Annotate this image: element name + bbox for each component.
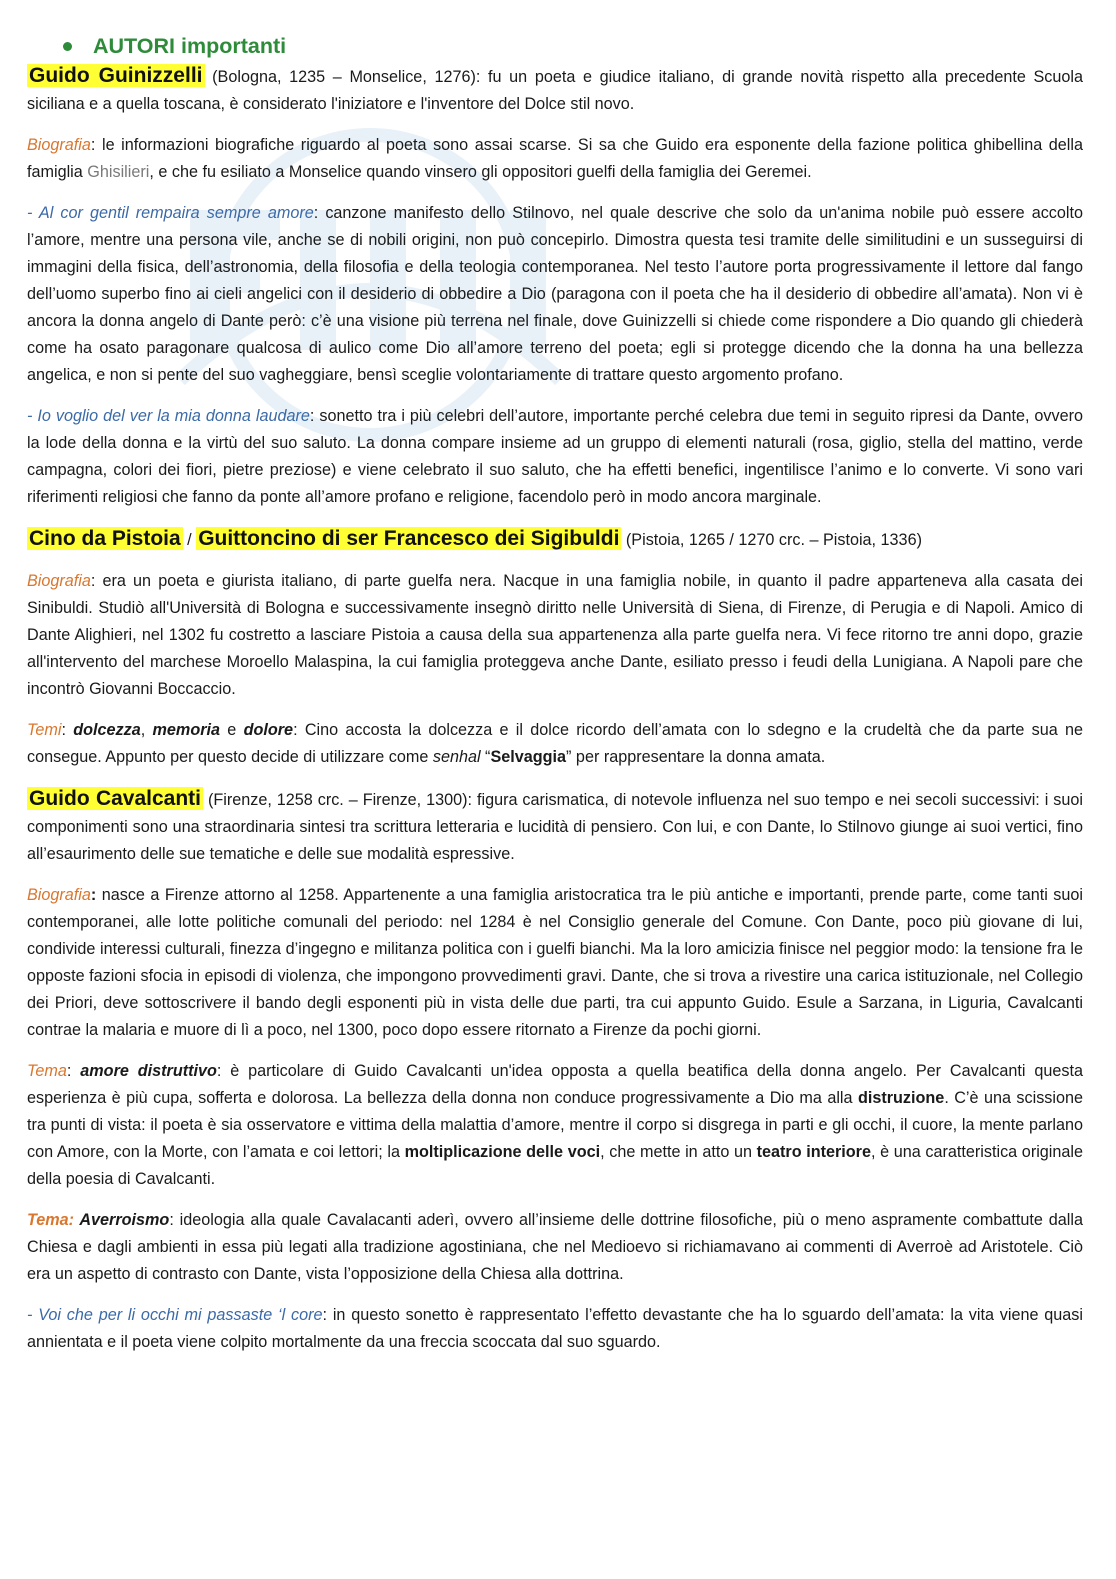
author-name-guittoncino: Guittoncino di ser Francesco dei Sigibuldi	[198, 527, 620, 550]
selvaggia-term: Selvaggia	[490, 748, 567, 766]
theme-dolore: dolore	[243, 721, 294, 739]
tema-bold-teatro: teatro interiore	[756, 1143, 871, 1161]
bio-text-end: , e che fu esiliato a Monselice quando vinsero gli oppositori guelfi della famiglia dei Geremei.	[149, 163, 812, 181]
guinizzelli-work-1	[27, 200, 1083, 389]
theme-sep: e	[220, 721, 244, 739]
cavalcanti-intro	[27, 785, 1083, 868]
temi-text: : Cino accosta la dolcezza e il dolce ricordo dell’amata con lo sdegno e la crudeltà che da parte sua ne consegue. Appunto per questo decide di utilizzare come	[27, 721, 1083, 766]
work-text: : canzone manifesto dello Stilnovo, nel quale descrive che solo da un'anima nobile può essere accolto l’amore, mentre una persona vile, anche se di nobili origini, non può concepirlo. Dimostra questa tesi tramite delle similitudini e un susseguirsi di immagini della fisica, dell’astronomia, della filosofia e della teologia contemporanea. Nel testo l’autore porta progressivamente il lettore dal fango dell’uomo superbo fino ai cieli angelici con il desiderio di obbedire a Dio (paragona con il poeta che ha il desiderio di obbedire all’amata). Non vi è ancora la donna angelo di Dante però: c’è una visione più terrena nel finale, dove Guinizzelli si chiede come rispondere a Dio quando gli chiederà come ha osato paragonare qualcosa di aulico come Dio all’amore terreno del poeta; egli si protegge dicendo che la donna ha una bellezza angelica, e non si pente del suo vagheggiare, bensì sceglie volontariamente di trattare questo argomento profano.	[27, 204, 1083, 384]
author-name-guinizzelli: Guido Guinizzelli	[29, 64, 203, 87]
cino-bio	[27, 568, 1083, 703]
heading-text: AUTORI importanti	[93, 34, 287, 58]
tema-text: : è particolare di Guido Cavalcanti un'idea opposta a quella beatifica della donna angelo. Per Cavalcanti questa esperienza è più cupa, sofferta e dolorosa. La bellezza della donna non conduce progressivamente a Dio ma alla	[27, 1062, 1083, 1107]
family-name: Ghisilieri	[87, 163, 150, 181]
cavalcanti-tema-1	[27, 1058, 1083, 1193]
quote-open: “	[480, 748, 491, 766]
theme-memoria: memoria	[152, 721, 221, 739]
work-title: - Io voglio del ver la mia donna laudare	[27, 407, 310, 425]
work-text: : in questo sonetto è rappresentato l’effetto devastante che ha lo sguardo dell’amata: la vita viene quasi annientata e il poeta viene colpito mortalmente da una freccia scoccata dal suo sguardo.	[27, 1306, 1083, 1351]
tema-bold-voci: moltiplicazione delle voci	[404, 1143, 601, 1161]
cavalcanti-work	[27, 1302, 1083, 1356]
author-name-cavalcanti: Guido Cavalcanti	[29, 787, 201, 810]
guinizzelli-bio	[27, 132, 1083, 186]
bio-colon: :	[90, 886, 97, 904]
theme-sep: ,	[140, 721, 153, 739]
cino-dates: (Pistoia, 1265 / 1270 crc. – Pistoia, 1336)	[621, 531, 922, 549]
tema-label: Tema:	[27, 1211, 75, 1229]
bio-label: Biografia	[27, 136, 91, 154]
theme-dolcezza: dolcezza	[73, 721, 141, 739]
tema-label: Tema	[27, 1062, 67, 1080]
tema-text: . C’è una scissione tra punti di vista: il poeta è sia osservatore e vittima della malattia d’amore, mentre il corpo si disgrega in parti e gli occhi, il cuore, la mente parlano con Amore, con la Morte, con l’amata e coi lettori; la	[27, 1089, 1083, 1161]
work-title: - Voi che per li occhi mi passaste ‘l core	[27, 1306, 323, 1324]
guinizzelli-intro	[27, 62, 1083, 118]
temi-text-end: ” per rappresentare la donna amata.	[566, 748, 826, 766]
senhal-term: senhal	[432, 748, 481, 766]
tema-name: amore distruttivo	[80, 1062, 217, 1080]
bio-label: Biografia	[27, 886, 91, 904]
cino-temi	[27, 717, 1083, 771]
guinizzelli-intro-text: (Bologna, 1235 – Monselice, 1276): fu un poeta e giudice italiano, di grande novità rispetto alla precedente Scuola siciliana e a quella toscana, è considerato l'iniziatore e l'inventore del Dolce stil novo.	[27, 68, 1084, 113]
cavalcanti-bio	[27, 882, 1083, 1044]
tema-name: Averroismo	[74, 1211, 170, 1229]
section-heading	[27, 30, 1083, 62]
bio-text: : era un poeta e giurista italiano, di parte guelfa nera. Nacque in una famiglia nobile, in quanto il padre apparteneva alla casata dei Sinibuldi. Studiò all'Università di Bologna e successivamente insegnò diritto nelle Università di Siena, di Firenze, di Perugia e di Napoli. Amico di Dante Alighieri, nel 1302 fu costretto a lasciare Pistoia a causa della sua appartenenza alla parte guelfa nera. Vi fece ritorno tre anni dopo, grazie all'intervento del marchese Moroello Malaspina, la cui famiglia proteggeva anche Dante, esiliato presso i feudi della Lunigiana. A Napoli pare che incontrò Giovanni Boccaccio.	[27, 572, 1083, 698]
guinizzelli-work-2	[27, 403, 1083, 511]
cino-intro	[27, 525, 1083, 554]
bio-text: nasce a Firenze attorno al 1258. Appartenente a una famiglia aristocratica tra le più antiche e importanti, prende parte, come tanti suoi contemporanei, alle lotte politiche comunali del periodo: nel 1284 è nel Consiglio generale del Comune. Con Dante, poco più giovane di lui, condivide interessi culturali, finezza d’ingegno e militanza politica con i guelfi bianchi. Ma la loro amicizia finisce nel peggior modo: la tensione fra le opposte fazioni sfocia in episodi di violenza, che impongono provvedimenti gravi. Dante, che si trova a rivestire una carica istituzionale, nel Collegio dei Priori, deve sottoscrivere il bando degli esponenti più in vista delle due parti, tra cui appunto Guido. Esule a Sarzana, in Liguria, Cavalcanti contrae la malaria e muore di lì a poco, nel 1300, poco dopo essere ritornato a Firenze da pochi giorni.	[27, 886, 1083, 1039]
tema-text: : ideologia alla quale Cavalacanti aderì, ovvero all’insieme delle dottrine filosofiche, più o meno aspramente combattute dalla Chiesa e dagli ambienti in essa più legati alla tradizione agostiniana, che nel Medioevo si richiamavano ai commenti di Averroè ad Aristotele. Ciò era un aspetto di contrasto con Dante, vista l’opposizione della Chiesa alla dottrina.	[27, 1211, 1083, 1283]
temi-colon: :	[61, 721, 74, 739]
cavalcanti-tema-2	[27, 1207, 1083, 1288]
cavalcanti-intro-text: (Firenze, 1258 crc. – Firenze, 1300): figura carismatica, di notevole influenza nel suo tempo e nei secoli successivi: i suoi componimenti sono una straordinaria sintesi tra scrittura letteraria e lucidità di pensiero. Con lui, e con Dante, lo Stilnovo giunge ai suoi vertici, fino all’esaurimento delle sue tematiche e delle sue modalità espressive.	[27, 791, 1083, 863]
bullet-icon	[63, 42, 72, 51]
tema-colon: :	[66, 1062, 81, 1080]
work-text: : sonetto tra i più celebri dell’autore, importante perché celebra due temi in seguito ripresi da Dante, ovvero la lode della donna e la virtù del suo saluto. La donna compare insieme ad un gruppo di elementi naturali (rosa, giglio, stella del mattino, verde campagna, colori dei fiori, pietre preziose) e viene celebrato il suo saluto, che ha effetti benefici, ingentilisce l’animo e lo converte. Vi sono vari riferimenti religiosi che fanno da ponte all’amore profano e religione, facendolo però in modo ancora marginale.	[27, 407, 1084, 506]
temi-label: Temi	[27, 721, 62, 739]
tema-bold-distruzione: distruzione	[857, 1089, 945, 1107]
work-title: - Al cor gentil rempaira sempre amore	[27, 204, 314, 222]
author-name-cino: Cino da Pistoia	[29, 527, 181, 550]
name-separator: /	[182, 531, 197, 549]
tema-text-end: , è una caratteristica originale della poesia di Cavalcanti.	[27, 1143, 1084, 1188]
bio-text: : le informazioni biografiche riguardo al poeta sono assai scarse. Si sa che Guido era esponente della fazione politica ghibellina della famiglia	[27, 136, 1083, 181]
bio-label: Biografia	[27, 572, 91, 590]
document-page	[27, 30, 1083, 1370]
tema-text: , che mette in atto un	[600, 1143, 757, 1161]
